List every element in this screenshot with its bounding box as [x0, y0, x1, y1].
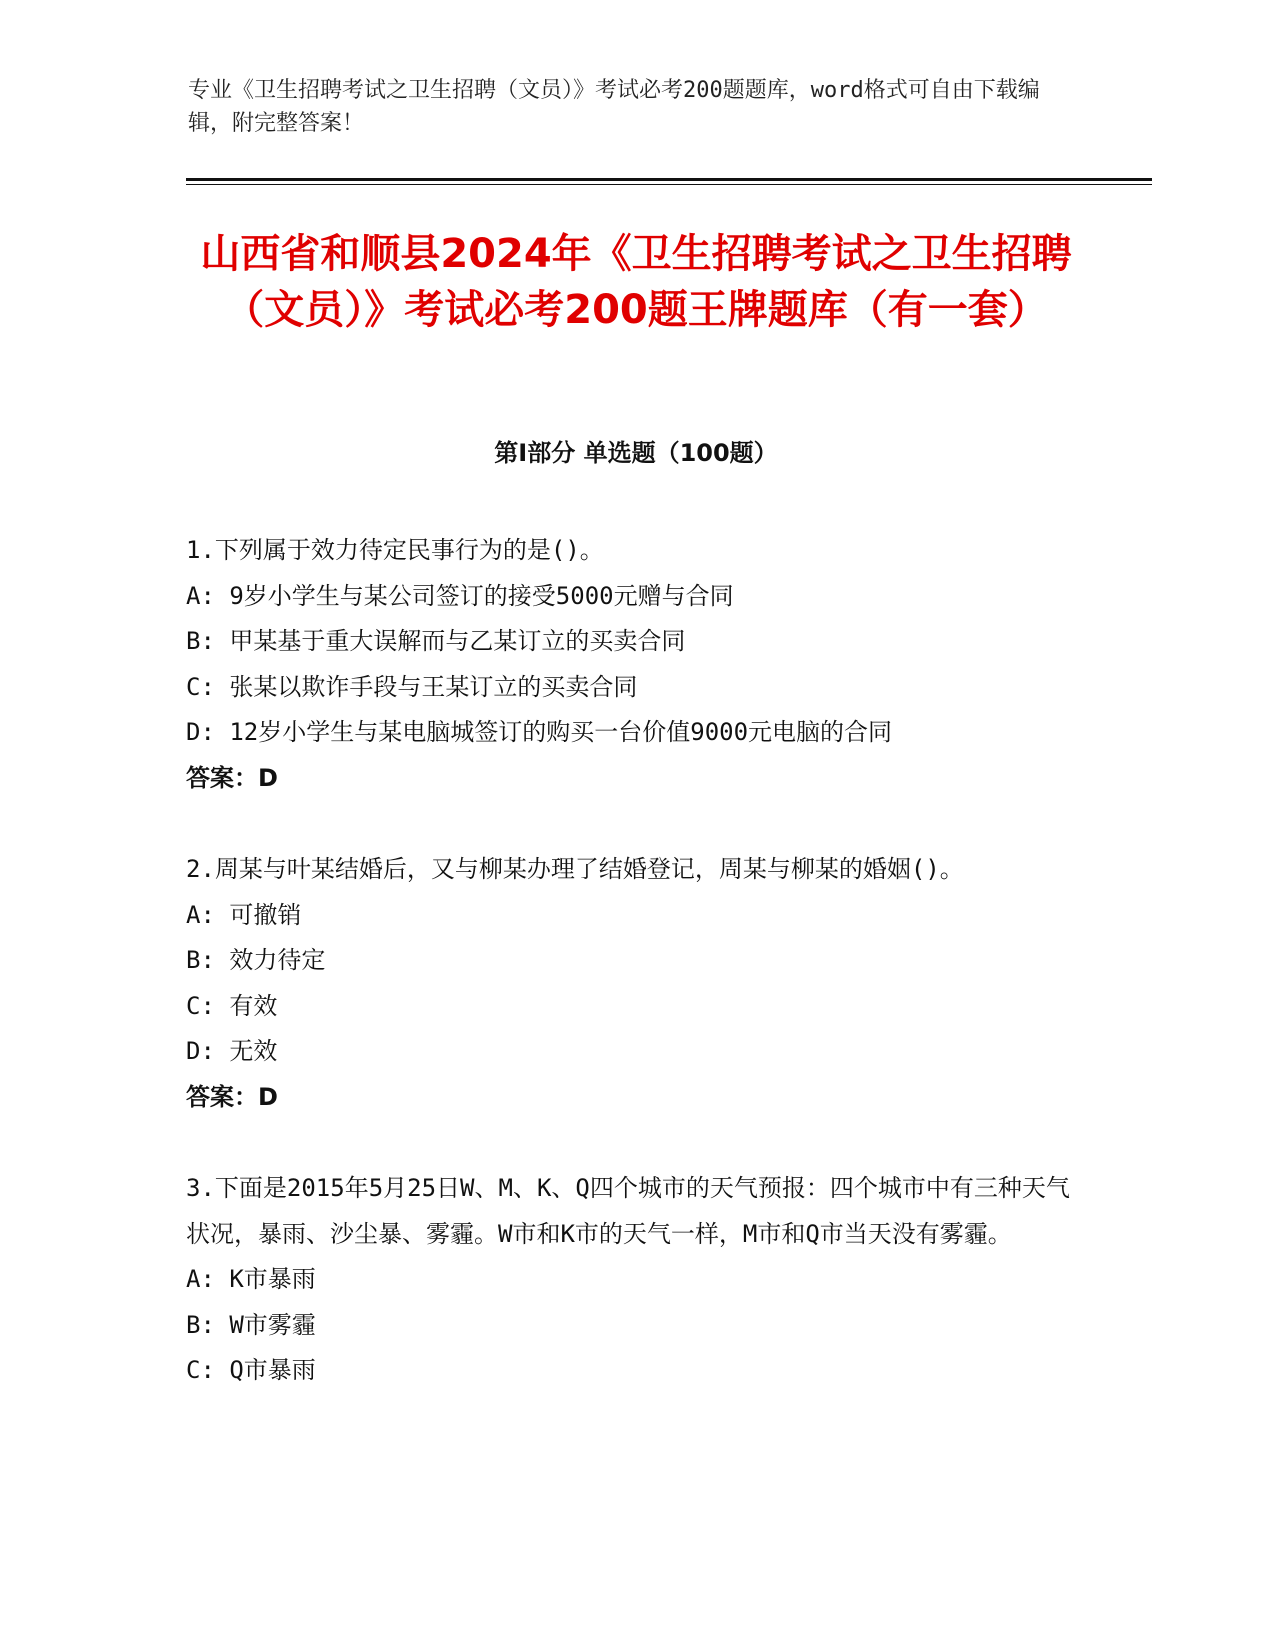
- question-stem: 2.周某与叶某结婚后，又与柳某办理了结婚登记，周某与柳某的婚姻()。: [186, 855, 964, 883]
- option-d: D: 无效: [186, 1037, 278, 1065]
- section-title: 第I部分 单选题（100题）: [494, 439, 778, 467]
- option-c: C: Q市暴雨: [186, 1356, 316, 1384]
- question-stem: 1.下列属于效力待定民事行为的是()。: [186, 536, 604, 564]
- question-1: [186, 528, 1076, 801]
- answer: 答案：D: [186, 763, 278, 792]
- option-c: C: 有效: [186, 991, 278, 1020]
- option-a: A: 可撤销: [186, 900, 302, 929]
- option-b: B: W市雾霾: [186, 1310, 316, 1339]
- question-list: [186, 528, 1076, 1440]
- option-c: C: 张某以欺诈手段与王某订立的买卖合同: [186, 672, 638, 701]
- option-a: A: 9岁小学生与某公司签订的接受5000元赠与合同: [186, 581, 734, 610]
- header-divider-thin: [186, 184, 1152, 185]
- option-a: A: K市暴雨: [186, 1265, 316, 1293]
- document-title: 山西省和顺县2024年《卫生招聘考试之卫生招聘（文员）》考试必考200题王牌题库（有一套）: [200, 231, 1072, 333]
- option-d: D: 12岁小学生与某电脑城签订的购买一台价值9000元电脑的合同: [186, 718, 893, 746]
- question-3: [186, 1166, 1076, 1394]
- header-note: 专业《卫生招聘考试之卫生招聘（文员）》考试必考200题题库，word格式可自由下载编辑，附完整答案！: [188, 78, 1040, 136]
- option-b: B: 效力待定: [186, 946, 326, 974]
- header-divider-thick: [186, 178, 1152, 181]
- option-b: B: 甲某基于重大误解而与乙某订立的买卖合同: [186, 627, 686, 655]
- question-stem: 3.下面是2015年5月25日W、M、K、Q四个城市的天气预报：四个城市中有三种天气状况，暴雨、沙尘暴、雾霾。W市和K市的天气一样，M市和Q市当天没有雾霾。: [186, 1174, 1070, 1248]
- answer: 答案：D: [186, 1082, 278, 1111]
- question-2: [186, 847, 1076, 1120]
